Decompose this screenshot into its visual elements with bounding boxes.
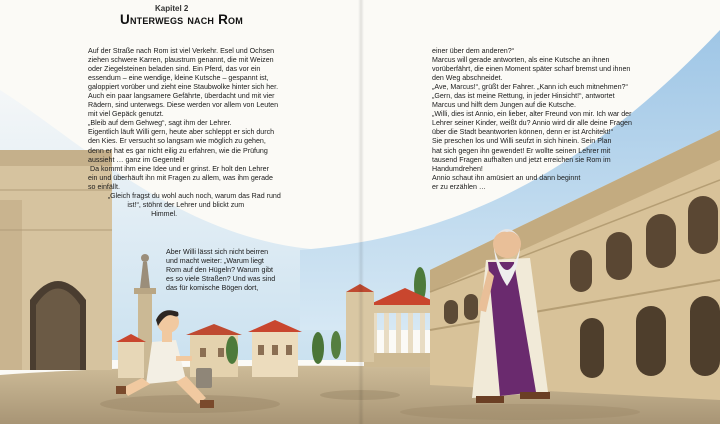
text-line: und macht weiter: „Warum liegt: [166, 257, 264, 266]
text-line: Marcus und hilft dem Jungen auf die Kutsche.: [432, 101, 576, 110]
book-gutter: [358, 0, 364, 424]
text-line: Aber Willi lässt sich nicht beirren: [166, 248, 269, 256]
text-line: Lehrer seiner Kinder, weißt du? Annio wird dir alle deine Fragen: [432, 119, 632, 128]
text-line: Eigentlich läuft Willi gern, heute aber schleppt er sich durch: [88, 128, 275, 137]
text-line: „Gern, das ist meine Rettung, in jeder Hinsicht!“, antwortet: [432, 92, 615, 101]
text-line: einer über dem anderen?“: [432, 47, 515, 55]
right-page-text: [432, 47, 717, 192]
text-line: „Ave, Marcus!“, grüßt der Fahrer. „Kann ich euch mitnehmen?“: [432, 83, 628, 92]
text-line: er zu erzählen …: [432, 182, 487, 191]
left-page-text-narrow: [166, 248, 306, 293]
text-line: ein und überhäuft ihn mit Fragen zu allem, was ihm gerade: [88, 173, 273, 182]
text-line: „Bleib auf dem Gehweg“, sagt ihm der Lehrer.: [88, 119, 232, 128]
text-line: Marcus will gerade antworten, als eine Kutsche an ihnen: [432, 56, 610, 65]
text-line: aussieht … ganz im Gegenteil!: [88, 155, 185, 164]
text-line: so einfällt.: [88, 182, 120, 191]
left-page-text: [88, 47, 353, 219]
text-line: mit viel Gepäck genutzt.: [88, 110, 164, 119]
text-line: Sie preschen los und Willi seufzt in sich hinein. Sein Plan: [432, 137, 612, 146]
text-line: ist!“, stöhnt der Lehrer und blickt zum: [88, 200, 245, 209]
chapter-label: Kapitel 2: [155, 4, 189, 13]
text-line: Rädern, sind unterwegs. Diese werden vor allem von Leuten: [88, 101, 279, 110]
text-line: hat sich gegen ihn gewendet! Er wollte seinen Lehrer mit: [432, 146, 611, 155]
text-line: Annio schaut ihn amüsiert an und dann beginnt: [432, 173, 581, 182]
text-line: den Weg abschneidet.: [432, 74, 503, 83]
text-line: „Gleich fragst du wohl auch noch, warum das Rad rund: [88, 191, 281, 200]
text-line: Handumdrehen!: [432, 164, 483, 173]
text-line: über die Stadt beantworten können, denn er ist Architekt!“: [432, 128, 614, 137]
text-line: tausend Fragen aufhalten und jetzt erreichen sie Rom im: [432, 155, 611, 164]
text-line: oder Ziegelsteinen beladen sind. Ein Pferd, das vor ein: [88, 65, 261, 74]
text-line: Da kommt ihm eine Idee und er grinst. Er holt den Lehrer: [88, 164, 269, 173]
text-line: Auch ein paar langsamere Gefährte, überdacht und mit vier: [88, 92, 275, 101]
text-line: Rom auf den Hügeln? Warum gibt: [166, 266, 273, 275]
text-line: ziehen schwere Karren, plaustrum genannt, die mit Weizen: [88, 56, 274, 65]
text-line: Himmel.: [88, 209, 178, 218]
text-line: Auf der Straße nach Rom ist viel Verkehr. Esel und Ochsen: [88, 47, 275, 55]
text-line: das für komische Bögen dort,: [166, 284, 259, 293]
text-line: „Willi, dies ist Annio, ein lieber, alter Freund von mir. Ich war der: [432, 110, 632, 119]
text-line: essendum – eine wendige, kleine Kutsche – gespannt ist,: [88, 74, 269, 83]
chapter-title: Unterwegs nach Rom: [120, 12, 243, 27]
text-line: es so viele Straßen? Und was sind: [166, 275, 276, 284]
text-line: den Kies. Er versucht so langsam wie möglich zu gehen,: [88, 137, 266, 146]
text-line: galoppiert vorüber und zieht eine Staubwolke hinter sich her.: [88, 83, 279, 92]
text-line: vorüberfährt, die einen Moment später scharf bremst und ihnen: [432, 65, 631, 74]
text-line: denn er hat es gar nicht eilig zu erfahren, wie die Prüfung: [88, 146, 268, 155]
